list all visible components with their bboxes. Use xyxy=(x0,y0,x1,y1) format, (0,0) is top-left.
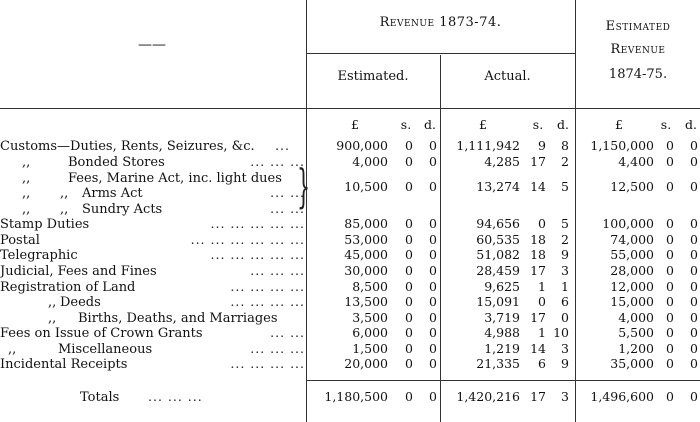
row-label: Judicial, Fees and Fines xyxy=(0,264,157,279)
est-pounds-cell: 53,000 xyxy=(344,232,388,247)
row-label: Incidental Receipts xyxy=(0,357,128,372)
totals-next-d: 0 xyxy=(690,389,698,404)
row-label: Births, Deaths, and Marriages xyxy=(78,311,278,326)
act-shillings-cell: 9 xyxy=(538,138,546,153)
row-label: Sundry Acts xyxy=(82,202,163,217)
group-next-pence-cell: 0 xyxy=(690,179,698,194)
act-pence-cell: 10 xyxy=(553,325,569,340)
row-label: Stamp Duties xyxy=(0,217,90,232)
group-est-pounds-cell: 10,500 xyxy=(344,179,388,194)
act-pence-cell: 6 xyxy=(561,294,569,309)
estimated-revenue-line2: Revenue xyxy=(610,42,666,57)
group-next-pounds-cell: 12,500 xyxy=(610,179,654,194)
row-label: Registration of Land xyxy=(0,280,136,295)
next-pounds-cell: 28,000 xyxy=(610,263,654,278)
act-pounds-cell: 4,988 xyxy=(484,325,520,340)
next-pence-cell: 0 xyxy=(690,138,698,153)
act-shillings-cell: 17 xyxy=(530,310,546,325)
next-pence-cell: 0 xyxy=(690,294,698,309)
est-pence-cell: 0 xyxy=(429,154,437,169)
actual-heading: Actual. xyxy=(484,69,531,84)
act-shillings-cell: 0 xyxy=(538,294,546,309)
est-shillings-cell: 0 xyxy=(405,325,413,340)
leader-dots: ... ... ... xyxy=(250,263,305,278)
group-est-pence-cell: 0 xyxy=(429,179,437,194)
act-pence-cell: 9 xyxy=(561,356,569,371)
totals-next-pounds: 1,496,600 xyxy=(590,389,654,404)
est-pence-cell: 0 xyxy=(429,263,437,278)
est-d-unit: d. xyxy=(424,117,436,132)
next-pence-cell: 0 xyxy=(690,247,698,262)
act-s-unit: s. xyxy=(532,117,544,132)
est-shillings-cell: 0 xyxy=(405,263,413,278)
rule-above-totals xyxy=(306,380,700,381)
row-label: Miscellaneous xyxy=(58,342,153,357)
act-d-unit: d. xyxy=(557,117,569,132)
act-pounds-cell: 15,091 xyxy=(476,294,520,309)
totals-act-d: 3 xyxy=(561,389,569,404)
ditto-mark: ,, xyxy=(22,155,31,170)
act-shillings-cell: 18 xyxy=(530,232,546,247)
leader-dots: ... ... ... xyxy=(250,341,305,356)
revenue-title: Revenue 1873-74. xyxy=(379,15,502,30)
next-d-unit: d. xyxy=(685,117,697,132)
next-shillings-cell: 0 xyxy=(666,138,674,153)
next-pounds-cell: 4,400 xyxy=(618,154,654,169)
act-pence-cell: 9 xyxy=(561,247,569,262)
est-pound-unit: £ xyxy=(351,117,359,132)
next-shillings-cell: 0 xyxy=(666,279,674,294)
act-pounds-cell: 28,459 xyxy=(476,263,520,278)
est-shillings-cell: 0 xyxy=(405,356,413,371)
next-shillings-cell: 0 xyxy=(666,310,674,325)
act-pounds-cell: 21,335 xyxy=(476,356,520,371)
totals-act-pounds: 1,420,216 xyxy=(456,389,520,404)
est-pounds-cell: 85,000 xyxy=(344,216,388,231)
row-label: Fees, Marine Act, inc. light dues xyxy=(68,171,282,186)
totals-dots: ... ... ... xyxy=(148,389,203,404)
act-pence-cell: 5 xyxy=(561,216,569,231)
act-pounds-cell: 1,111,942 xyxy=(456,138,520,153)
leader-dots: ... ... xyxy=(270,325,305,340)
next-pounds-cell: 35,000 xyxy=(610,356,654,371)
next-pounds-cell: 15,000 xyxy=(610,294,654,309)
leader-dots: ... ... ... ... ... xyxy=(210,216,305,231)
est-s-unit: s. xyxy=(400,117,412,132)
totals-est-d: 0 xyxy=(429,389,437,404)
next-pence-cell: 0 xyxy=(690,154,698,169)
next-pence-cell: 0 xyxy=(690,310,698,325)
next-shillings-cell: 0 xyxy=(666,216,674,231)
act-pence-cell: 1 xyxy=(561,279,569,294)
est-shillings-cell: 0 xyxy=(405,232,413,247)
act-pounds-cell: 4,285 xyxy=(484,154,520,169)
act-pound-unit: £ xyxy=(479,117,487,132)
est-pounds-cell: 30,000 xyxy=(344,263,388,278)
act-shillings-cell: 18 xyxy=(530,247,546,262)
est-shillings-cell: 0 xyxy=(405,216,413,231)
next-pence-cell: 0 xyxy=(690,325,698,340)
totals-next-s: 0 xyxy=(666,389,674,404)
est-pounds-cell: 900,000 xyxy=(336,138,388,153)
totals-est-pounds: 1,180,500 xyxy=(324,389,388,404)
ditto-mark: ,, xyxy=(22,202,31,217)
est-shillings-cell: 0 xyxy=(405,279,413,294)
row-label: Customs—Duties, Rents, Seizures, &c. xyxy=(0,139,255,154)
group-est-shillings-cell: 0 xyxy=(405,179,413,194)
next-pence-cell: 0 xyxy=(690,263,698,278)
est-pounds-cell: 6,000 xyxy=(352,325,388,340)
next-shillings-cell: 0 xyxy=(666,294,674,309)
stub-mark: —— xyxy=(138,37,166,53)
act-pence-cell: 2 xyxy=(561,232,569,247)
est-pence-cell: 0 xyxy=(429,341,437,356)
leader-dots: ... ... ... xyxy=(250,154,305,169)
group-act-shillings-cell: 14 xyxy=(530,179,546,194)
est-pence-cell: 0 xyxy=(429,232,437,247)
ditto-mark: ,, xyxy=(48,295,57,310)
est-pence-cell: 0 xyxy=(429,294,437,309)
row-label: Arms Act xyxy=(82,186,143,201)
act-shillings-cell: 14 xyxy=(530,341,546,356)
est-pence-cell: 0 xyxy=(429,279,437,294)
next-pence-cell: 0 xyxy=(690,232,698,247)
group-act-pounds-cell: 13,274 xyxy=(476,179,520,194)
next-pounds-cell: 5,500 xyxy=(618,325,654,340)
act-pence-cell: 2 xyxy=(561,154,569,169)
next-shillings-cell: 0 xyxy=(666,154,674,169)
act-pounds-cell: 51,082 xyxy=(476,247,520,262)
est-pounds-cell: 13,500 xyxy=(344,294,388,309)
next-pounds-cell: 100,000 xyxy=(602,216,654,231)
row-label: Telegraphic xyxy=(0,248,78,263)
est-pence-cell: 0 xyxy=(429,325,437,340)
next-pound-unit: £ xyxy=(615,117,623,132)
rule-under-revenue-title xyxy=(306,53,575,54)
totals-est-s: 0 xyxy=(405,389,413,404)
act-pounds-cell: 9,625 xyxy=(484,279,520,294)
est-shillings-cell: 0 xyxy=(405,138,413,153)
est-pounds-cell: 4,000 xyxy=(352,154,388,169)
act-shillings-cell: 1 xyxy=(538,325,546,340)
leader-dots: ... xyxy=(275,138,290,153)
row-label: Deeds xyxy=(60,295,101,310)
leader-dots: ... ... ... ... xyxy=(230,356,305,371)
act-pence-cell: 3 xyxy=(561,263,569,278)
next-shillings-cell: 0 xyxy=(666,356,674,371)
est-shillings-cell: 0 xyxy=(405,310,413,325)
act-shillings-cell: 0 xyxy=(538,216,546,231)
next-pence-cell: 0 xyxy=(690,341,698,356)
totals-label: Totals xyxy=(80,390,120,405)
act-shillings-cell: 17 xyxy=(530,263,546,278)
estimated-heading: Estimated. xyxy=(337,69,409,84)
next-pounds-cell: 55,000 xyxy=(610,247,654,262)
totals-act-s: 17 xyxy=(530,389,546,404)
row-group-brace: } xyxy=(297,159,311,213)
est-pounds-cell: 3,500 xyxy=(352,310,388,325)
next-pence-cell: 0 xyxy=(690,216,698,231)
next-pence-cell: 0 xyxy=(690,356,698,371)
est-shillings-cell: 0 xyxy=(405,294,413,309)
next-shillings-cell: 0 xyxy=(666,341,674,356)
ditto-mark: ,, xyxy=(8,342,17,357)
leader-dots: ... ... ... ... xyxy=(230,279,305,294)
ditto-mark: ,, xyxy=(60,202,69,217)
act-pounds-cell: 1,219 xyxy=(484,341,520,356)
est-pounds-cell: 20,000 xyxy=(344,356,388,371)
act-pence-cell: 8 xyxy=(561,138,569,153)
ditto-mark: ,, xyxy=(60,186,69,201)
act-pounds-cell: 3,719 xyxy=(484,310,520,325)
est-shillings-cell: 0 xyxy=(405,247,413,262)
leader-dots: ... ... xyxy=(270,185,305,200)
estimated-revenue-line1: Estimated xyxy=(605,19,671,34)
act-pounds-cell: 94,656 xyxy=(476,216,520,231)
group-next-shillings-cell: 0 xyxy=(666,179,674,194)
act-shillings-cell: 6 xyxy=(538,356,546,371)
next-pounds-cell: 12,000 xyxy=(610,279,654,294)
est-shillings-cell: 0 xyxy=(405,154,413,169)
act-shillings-cell: 17 xyxy=(530,154,546,169)
est-pence-cell: 0 xyxy=(429,216,437,231)
est-pence-cell: 0 xyxy=(429,356,437,371)
act-pence-cell: 3 xyxy=(561,341,569,356)
act-shillings-cell: 1 xyxy=(538,279,546,294)
row-label: Bonded Stores xyxy=(68,155,165,170)
ditto-mark: ,, xyxy=(48,311,57,326)
leader-dots: ... ... ... ... xyxy=(230,294,305,309)
next-shillings-cell: 0 xyxy=(666,232,674,247)
ditto-mark: ,, xyxy=(22,186,31,201)
leader-dots: ... ... ... ... ... ... xyxy=(190,232,305,247)
estimated-revenue-line3: 1874-75. xyxy=(608,67,668,82)
act-pence-cell: 0 xyxy=(561,310,569,325)
next-pence-cell: 0 xyxy=(690,279,698,294)
row-label: Postal xyxy=(0,233,40,248)
next-s-unit: s. xyxy=(660,117,672,132)
est-pounds-cell: 8,500 xyxy=(352,279,388,294)
row-label: Fees on Issue of Crown Grants xyxy=(0,326,203,341)
next-shillings-cell: 0 xyxy=(666,247,674,262)
next-pounds-cell: 4,000 xyxy=(618,310,654,325)
next-shillings-cell: 0 xyxy=(666,325,674,340)
est-shillings-cell: 0 xyxy=(405,341,413,356)
est-pounds-cell: 45,000 xyxy=(344,247,388,262)
leader-dots: ... ... ... ... ... xyxy=(210,247,305,262)
act-pounds-cell: 60,535 xyxy=(476,232,520,247)
est-pence-cell: 0 xyxy=(429,247,437,262)
rule-under-header xyxy=(0,108,700,109)
next-shillings-cell: 0 xyxy=(666,263,674,278)
group-act-pence-cell: 5 xyxy=(561,179,569,194)
est-pence-cell: 0 xyxy=(429,138,437,153)
next-pounds-cell: 1,150,000 xyxy=(590,138,654,153)
est-pence-cell: 0 xyxy=(429,310,437,325)
est-pounds-cell: 1,500 xyxy=(352,341,388,356)
leader-dots: ... ... xyxy=(270,201,305,216)
next-pounds-cell: 1,200 xyxy=(618,341,654,356)
next-pounds-cell: 74,000 xyxy=(610,232,654,247)
ditto-mark: ,, xyxy=(22,171,31,186)
